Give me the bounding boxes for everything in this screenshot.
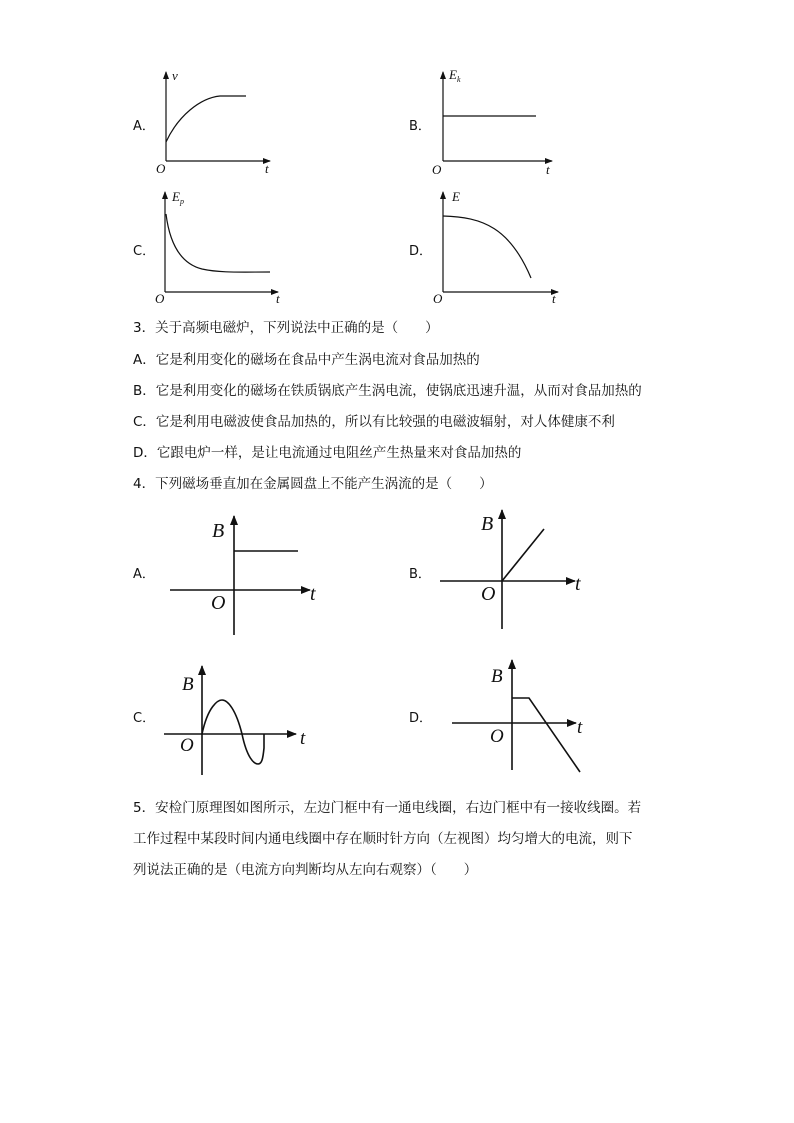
origin-label: O xyxy=(490,726,504,747)
x-axis-label: t xyxy=(310,583,316,605)
velocity-curve xyxy=(166,96,246,142)
x-axis-label: t xyxy=(575,573,581,595)
q2-option-b-label: B． xyxy=(409,119,431,134)
y-axis-label: B xyxy=(491,666,503,687)
x-axis-label: t xyxy=(300,728,306,749)
q5-line-2: 工作过程中某段时间内通电线圈中存在顺时针方向（左视图）均匀增大的电流，则下 xyxy=(133,831,633,847)
x-axis-label: t xyxy=(546,162,550,177)
q3-option-a: A．它是利用变化的磁场在食品中产生涡电流对食品加热的 xyxy=(133,352,480,368)
y-axis-label: $E_k$ xyxy=(449,67,461,84)
q4-option-c-label: C． xyxy=(133,711,156,726)
x-axis-label: t xyxy=(552,291,556,306)
y-axis-label: E xyxy=(452,189,460,204)
q5-line-3: 列说法正确的是（电流方向判断均从左向右观察）（ ） xyxy=(133,862,478,878)
origin-label: O xyxy=(432,162,442,177)
q4-graph-b xyxy=(430,504,600,634)
q2-option-c-label: C． xyxy=(133,244,156,259)
origin-label: O xyxy=(433,291,443,306)
q4-graph-a xyxy=(160,510,330,640)
q2-graph-b xyxy=(428,66,558,178)
q5-line-1: 5．安检门原理图如图所示，左边门框中有一通电线圈，右边门框中有一接收线圈。若 xyxy=(133,800,642,816)
mechanical-energy-curve xyxy=(443,216,531,278)
x-axis-label: t xyxy=(276,291,280,306)
q4-option-b-label: B． xyxy=(409,567,431,582)
q3-option-d: D．它跟电炉一样，是让电流通过电阻丝产生热量来对食品加热的 xyxy=(133,445,522,461)
q4-option-d-label: D． xyxy=(409,711,433,726)
origin-label: O xyxy=(211,592,226,614)
x-axis-label: t xyxy=(265,161,269,176)
q3-option-c: C．它是利用电磁波使食品加热的，所以有比较强的电磁波辐射，对人体健康不利 xyxy=(133,414,615,430)
q2-graph-c xyxy=(150,186,290,306)
q4-graph-c xyxy=(160,662,320,780)
q2-graph-d xyxy=(428,186,568,306)
y-axis-label: B xyxy=(212,520,225,542)
origin-label: O xyxy=(180,735,194,756)
potential-energy-curve xyxy=(166,214,270,272)
q2-graph-a xyxy=(150,66,280,178)
q3-option-b: B．它是利用变化的磁场在铁质锅底产生涡电流，使锅底迅速升温，从而对食品加热的 xyxy=(133,383,642,399)
field-line xyxy=(202,700,264,764)
q4-stem: 4．下列磁场垂直加在金属圆盘上不能产生涡流的是（ ） xyxy=(133,476,493,492)
q2-option-a-label: A． xyxy=(133,119,155,134)
origin-label: O xyxy=(155,291,165,306)
field-line xyxy=(512,698,580,772)
q4-graph-d xyxy=(440,656,600,778)
y-axis-label: B xyxy=(182,674,194,695)
origin-label: O xyxy=(156,161,166,176)
q4-option-a-label: A． xyxy=(133,567,155,582)
q3-stem: 3．关于高频电磁炉，下列说法中正确的是（ ） xyxy=(133,320,439,336)
y-axis-label: B xyxy=(481,513,494,535)
q2-option-d-label: D． xyxy=(409,244,433,259)
y-axis-label: $E_p$ xyxy=(172,189,184,206)
origin-label: O xyxy=(481,583,496,605)
x-axis-label: t xyxy=(577,717,583,738)
field-line xyxy=(502,529,544,581)
y-axis-label: v xyxy=(172,68,178,83)
